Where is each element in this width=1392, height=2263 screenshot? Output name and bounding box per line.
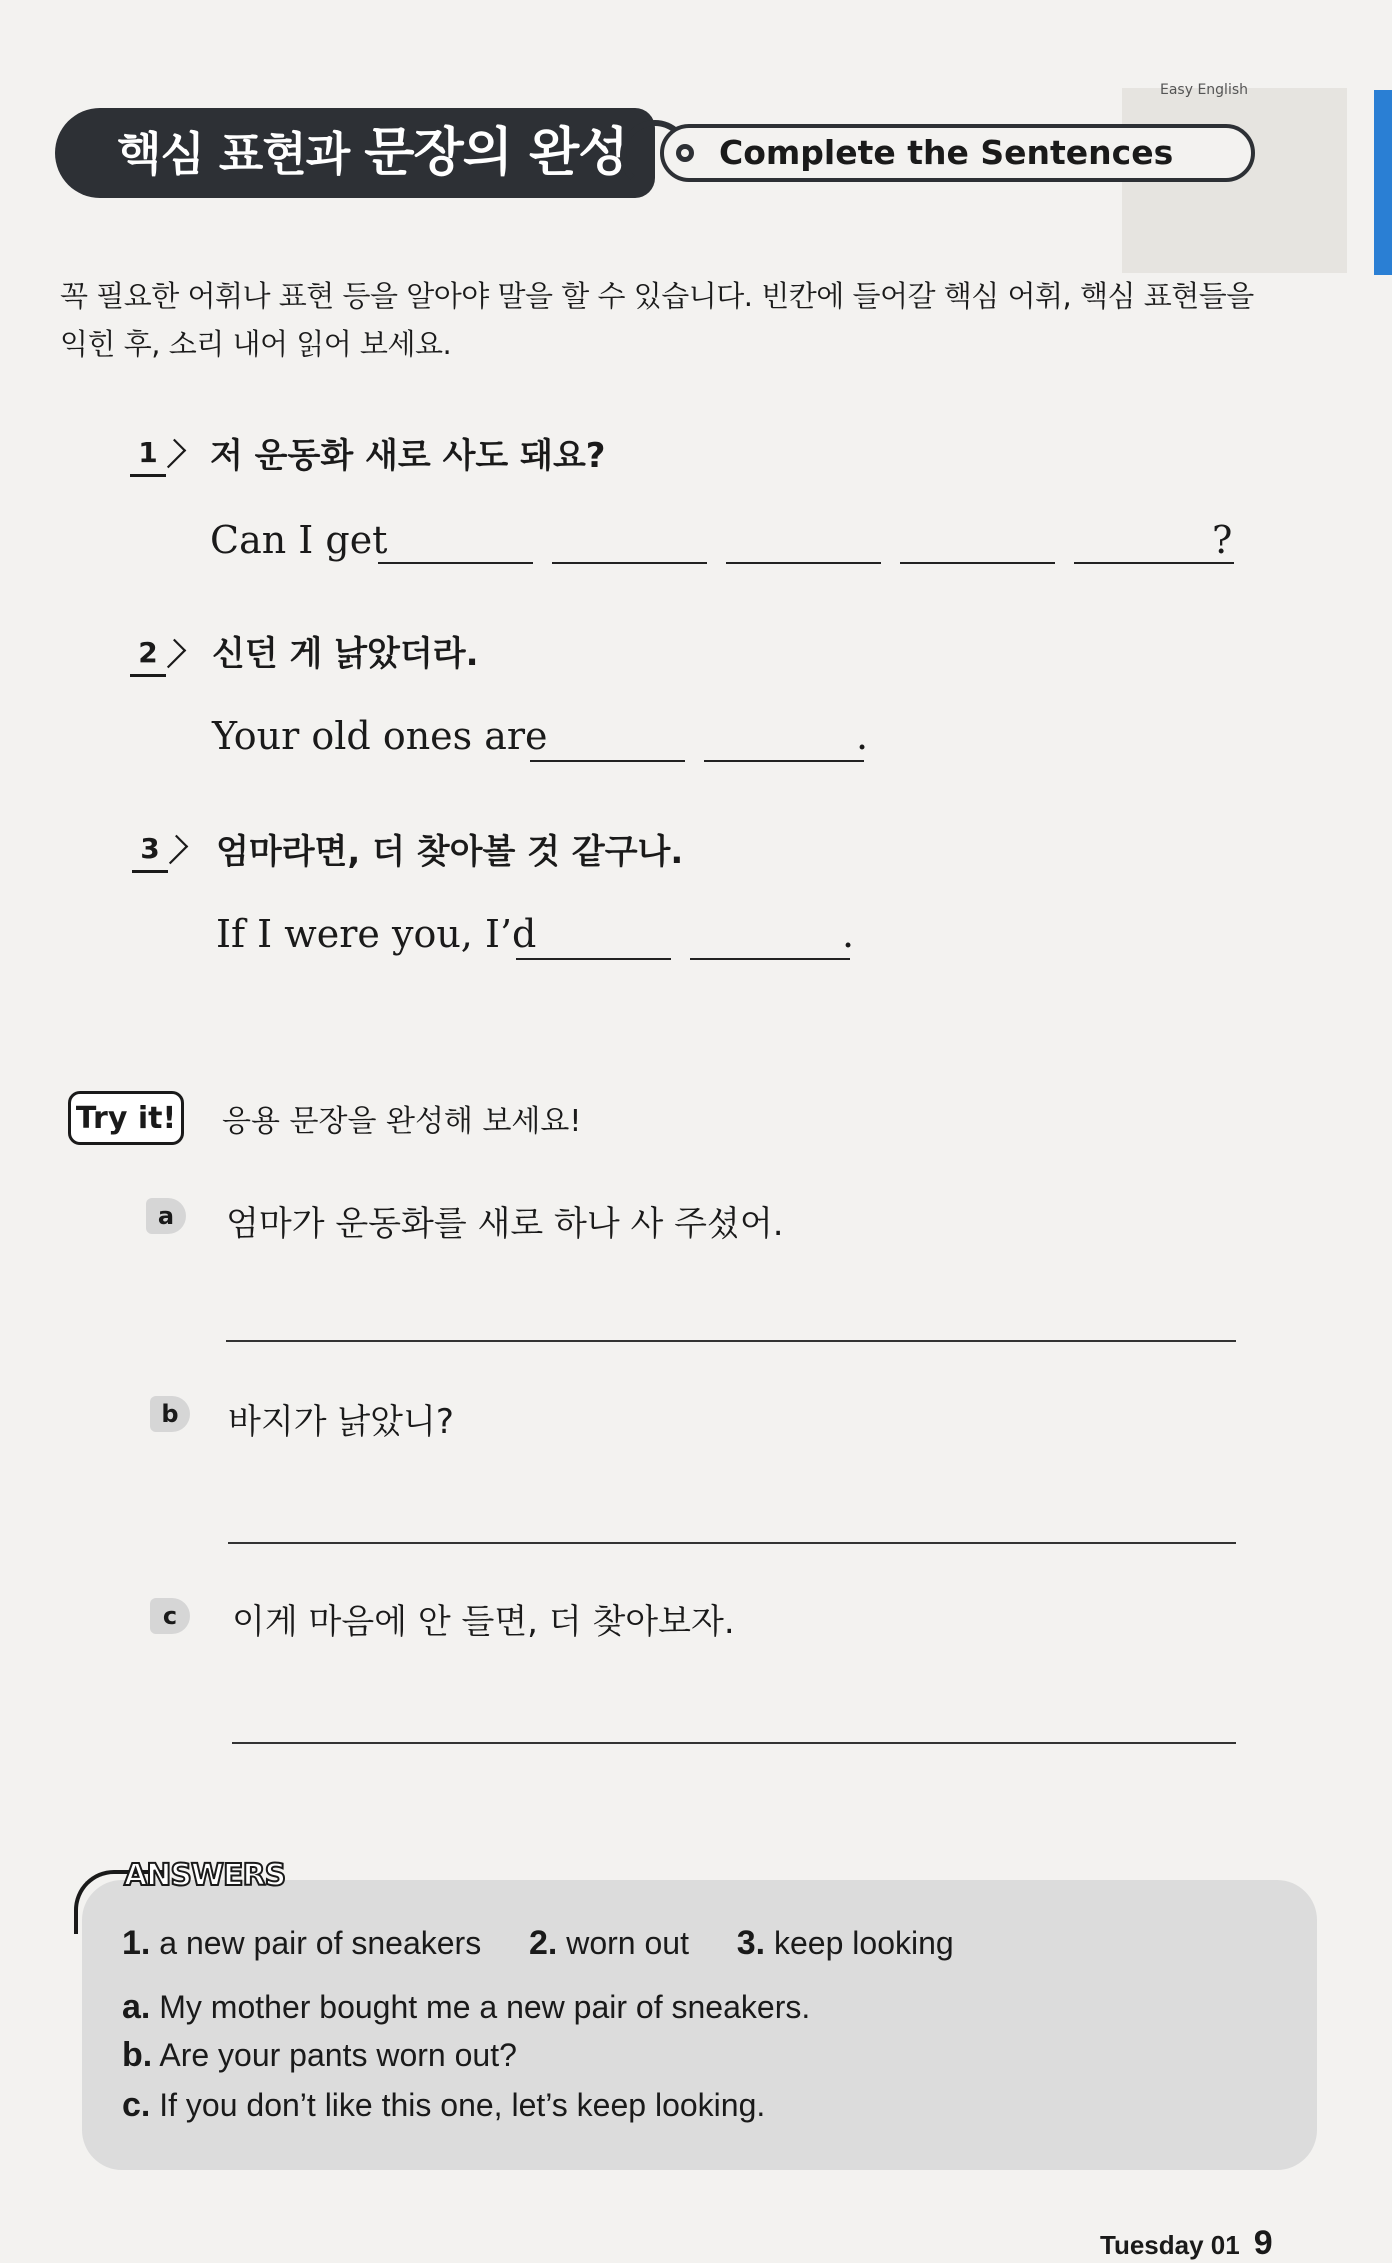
page-footer — [1100, 2224, 1273, 2263]
exercise-number-2 — [130, 632, 180, 676]
exercise-3-suffix: . — [842, 912, 855, 956]
exercise-1-suffix: ? — [1212, 518, 1233, 562]
blank-field[interactable] — [1074, 532, 1234, 564]
ring-icon — [676, 144, 694, 162]
try-it-instruction: 응용 문장을 완성해 보세요! — [222, 1104, 582, 1139]
footer-section: Tuesday 01 — [1100, 2230, 1240, 2260]
title-regular: 핵심 표현과 — [117, 127, 365, 181]
title-en-text: Complete the Sentences — [719, 133, 1174, 172]
blank-field[interactable] — [552, 532, 707, 564]
exercise-3-blanks — [516, 928, 850, 964]
exercise-1-blanks — [378, 532, 1234, 568]
answer-text: My mother bought me a new pair of sneakers. — [159, 1989, 811, 2025]
answer-letter: a. — [122, 1988, 151, 2026]
answer-text: a new pair of sneakers — [159, 1925, 482, 1961]
blank-field[interactable] — [516, 928, 671, 960]
item-letter-b: b — [150, 1396, 190, 1432]
number-label: 1 — [130, 432, 166, 477]
answers-line-main — [122, 1924, 954, 1963]
section-title-ko — [55, 108, 655, 198]
number-label: 3 — [132, 828, 168, 873]
try-item-b-korean: 바지가 낡았니? — [228, 1402, 454, 1442]
answer-text: keep looking — [774, 1925, 954, 1961]
page-edge-tab — [1374, 90, 1392, 275]
blank-field[interactable] — [378, 532, 533, 564]
blank-field[interactable] — [530, 730, 685, 762]
answer-line-b[interactable] — [228, 1542, 1236, 1544]
title-bold: 문장의 완성 — [364, 123, 628, 183]
exercise-3-korean: 엄마라면, 더 찾아볼 것 같구나. — [216, 832, 684, 872]
intro-text: 꼭 필요한 어휘나 표현 등을 알아야 말을 할 수 있습니다. 빈칸에 들어갈 핵심 어휘, 핵심 표현들을 익힌 후, 소리 내어 읽어 보세요. — [60, 279, 1254, 361]
exercise-number-1 — [130, 432, 180, 476]
item-letter-a: a — [146, 1198, 186, 1234]
exercise-2-english: Your old ones are — [212, 714, 548, 758]
blank-field[interactable] — [726, 532, 881, 564]
answer-c — [122, 2086, 765, 2125]
answer-a — [122, 1988, 810, 2027]
series-tag: Easy English — [1160, 82, 1249, 98]
item-letter-c: c — [150, 1598, 190, 1634]
exercise-3-english: If I were you, I’d — [216, 912, 537, 956]
blank-field[interactable] — [704, 730, 864, 762]
page-number: 9 — [1253, 2224, 1273, 2262]
answers-label: ANSWERS — [124, 1858, 286, 1893]
try-item-c-korean: 이게 마음에 안 들면, 더 찾아보자. — [232, 1602, 735, 1642]
answer-line-a[interactable] — [226, 1340, 1236, 1342]
exercise-2-blanks — [530, 730, 864, 766]
answer-text: Are your pants worn out? — [159, 2037, 517, 2073]
try-it-badge: Try it! — [68, 1091, 184, 1145]
exercise-1-korean: 저 운동화 새로 사도 돼요? — [210, 436, 606, 476]
exercise-1-prefix: Can I get — [210, 518, 388, 562]
answer-line-c[interactable] — [232, 1742, 1236, 1744]
answer-b — [122, 2036, 517, 2075]
answer-letter: c. — [122, 2086, 151, 2124]
answer-number: 3. — [736, 1924, 766, 1962]
try-item-a-korean: 엄마가 운동화를 새로 하나 사 주셨어. — [226, 1204, 784, 1244]
exercise-2-suffix: . — [856, 714, 869, 758]
answer-number: 2. — [528, 1924, 558, 1962]
exercise-number-3 — [132, 828, 182, 872]
answer-text: worn out — [566, 1925, 689, 1961]
exercise-1-english — [210, 518, 387, 562]
answer-text: If you don’t like this one, let’s keep looking. — [159, 2087, 766, 2123]
section-title-en — [660, 124, 1255, 182]
number-label: 2 — [130, 632, 166, 677]
exercise-2-korean: 신던 게 낡았더라. — [212, 634, 479, 674]
blank-field[interactable] — [690, 928, 850, 960]
answer-letter: b. — [122, 2036, 153, 2074]
answer-number: 1. — [122, 1924, 151, 1962]
blank-field[interactable] — [900, 532, 1055, 564]
